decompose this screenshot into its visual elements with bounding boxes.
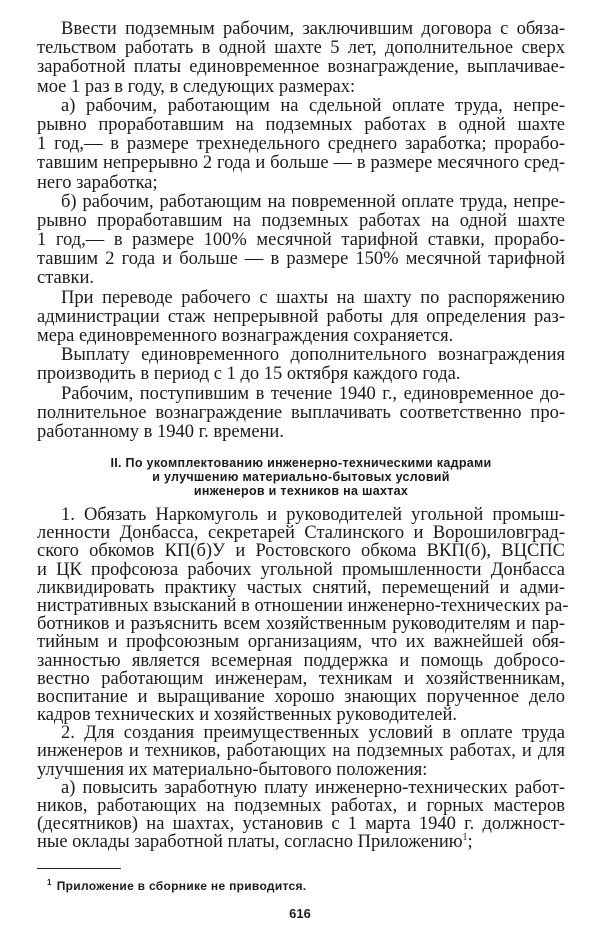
text-line: ленности Донбасса, секретарей Сталинского и Ворошиловград- (37, 523, 565, 544)
text-line: (десятников) на шахтах, установив с 1 марта 1940 г. должност- (37, 814, 565, 835)
footnote-reference: 1 (462, 832, 468, 844)
footnote-marker: 1 (47, 878, 52, 887)
text-line: тельством работать в одной шахте 5 лет, дополнительное сверх (37, 38, 565, 59)
text-line: инженеров и техников, работающих на подземных работах, и для (37, 741, 565, 762)
text-line: рывно проработавшим на подземных работах на одной шахте (37, 210, 565, 231)
text-line: ликвидировать практику частых снятий, перемещений и адми- (37, 577, 565, 598)
text-line: а) рабочим, работающим на сдельной оплате труда, непре- (61, 95, 565, 116)
text-line: При переводе рабочего с шахты на шахту по распоряжению (61, 287, 565, 308)
text-line: мое 1 раз в году, в следующих размерах: (37, 76, 356, 97)
text-line: ников, работающих на подземных работах, и горных мастеров (37, 796, 565, 816)
text-line: нистративных взысканий в отношении инженерно-технических ра- (37, 595, 569, 616)
section-heading (37, 456, 565, 498)
text-line: а) повысить заработную плату инженерно-технических работ- (61, 777, 565, 798)
text-line: полнительное вознаграждение выплачивать соответственно про- (37, 402, 565, 423)
text-line: заработной платы единовременное вознаграждение, выплачивае- (37, 57, 565, 78)
text-line: работанному в 1940 г. времени. (37, 421, 284, 442)
text-line: 1. Обязать Наркомуголь и руководителей угольной промыш- (61, 505, 565, 525)
text-line: него заработка; (37, 172, 158, 193)
section-heading-line: II. По укомплектованию инженерно-техническими кадрами (110, 456, 492, 470)
text-line: занностью является всемерная поддержка и помощь добросо- (37, 650, 565, 671)
text-line: Рабочим, поступившим в течение 1940 г., единовременное до- (61, 383, 565, 404)
body-text-section-1 (37, 20, 565, 442)
text-line: вестно работающим инженерам, техникам и хозяйственникам, (37, 668, 565, 689)
punctuation: ; (467, 832, 473, 853)
section-heading-line: инженеров и техников на шахтах (193, 484, 409, 498)
text-line: и ЦК профсоюза рабочих угольной промышленности Донбасса (37, 559, 565, 580)
text-line: тавшим непрерывно 2 года и больше — в размере месячного сред- (37, 153, 565, 174)
text-line: 1 год,— в размере 100% месячной тарифной ставки, прорабо- (37, 230, 565, 251)
text-line: Выплату единовременного дополнительного вознаграждения (61, 345, 565, 366)
text-line: администрации стаж непрерывной работы для определения раз- (37, 306, 565, 327)
text-line: ботников и разъяснить всем хозяйственным руководителям и пар- (37, 614, 565, 635)
text-line: Ввести подземным рабочим, заключившим договора с обяза- (61, 19, 565, 39)
text-line: тийным и профсоюзным организациям, что их важнейшей обя- (37, 632, 565, 653)
text-line: ставки. (37, 268, 94, 289)
page-number: 616 (289, 906, 311, 921)
section-heading-line: и улучшению материально-бытовых условий (152, 470, 450, 484)
text-line: кадров технических и хозяйственных руководителей. (37, 705, 457, 726)
body-text-section-2 (37, 505, 569, 853)
text-line: улучшения их материально-бытового положения: (37, 759, 428, 780)
text-line: производить в период с 1 до 15 октября каждого года. (37, 364, 461, 385)
text-line: тавшим 2 года и больше — в размере 150% месячной тарифной (37, 249, 565, 270)
text-line: 1 год,— в размере трехнедельного среднего заработка; прорабо- (37, 134, 565, 155)
text-line: 2. Для создания преимущественных условий в оплате труда (61, 723, 565, 744)
text-line: воспитание и выращивание хорошо знающих порученное дело (37, 686, 565, 707)
footnote-divider (37, 868, 121, 869)
text-line: рывно проработавшим на подземных работах в одной шахте (37, 114, 565, 135)
text-line: ные оклады заработной платы, согласно Приложению$^1$; (37, 832, 473, 853)
footnote (47, 876, 306, 893)
text-line: мера единовременного вознаграждения сохраняется. (37, 326, 454, 346)
footnote-text: Приложение в сборнике не приводится. (56, 879, 307, 893)
text-line: б) рабочим, работающим на повременной оплате труда, непре- (61, 191, 565, 212)
text-line: ского обкомов КП(б)У и Ростовского обкома ВКП(б), ВЦСПС (37, 541, 565, 562)
